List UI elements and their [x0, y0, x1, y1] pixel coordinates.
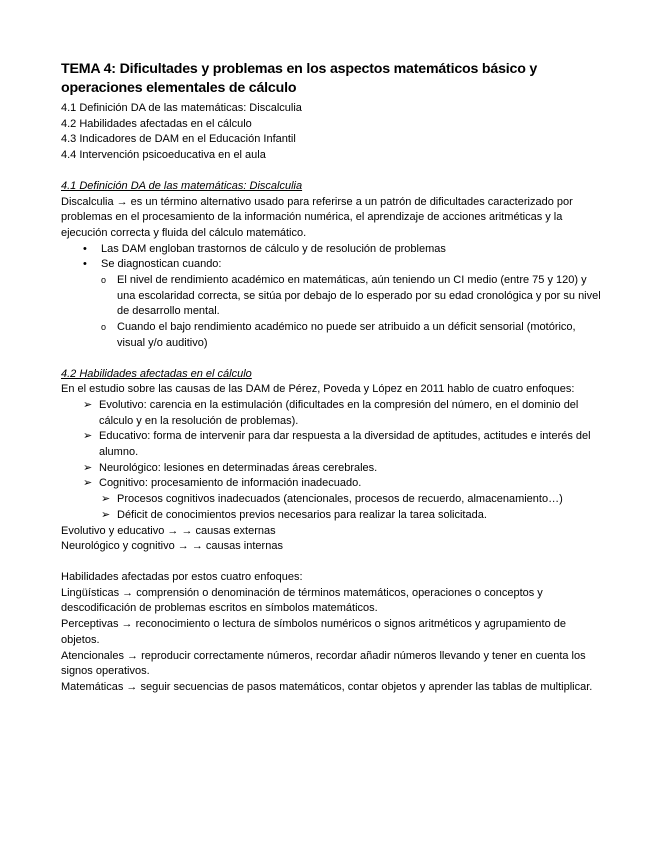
toc-item: 4.3 Indicadores de DAM en el Educación Infantil	[61, 133, 296, 146]
document-page	[61, 60, 601, 696]
section-heading-4-1: 4.1 Definición DA de las matemáticas: Discalculia	[61, 179, 303, 192]
list-item: ➢ Evolutivo: carencia en la estimulación (dificultades en la compresión del número, en el dominio del cálculo y en la resolución de problemas).	[83, 398, 579, 427]
arrow-bullet-icon: ➢	[83, 477, 93, 490]
list-item: ➢ Déficit de conocimientos previos necesarios para realizar la tarea solicitada.	[61, 508, 601, 524]
paragraph: Lingüísticas → comprensión o denominación de términos matemáticos, operaciones o conceptos y descodificación de problemas escritos en símbolos matemáticos.	[61, 586, 543, 615]
list-item: • Se diagnostican cuando:	[83, 258, 222, 271]
arrow-list	[61, 398, 601, 524]
paragraph: Matemáticas → seguir secuencias de pasos matemáticos, contar objetos y aprender las tablas de multiplicar.	[61, 680, 593, 693]
arrow-bullet-icon: ➢	[101, 508, 111, 521]
paragraph: Perceptivas → reconocimiento o lectura de símbolos numéricos o signos aritméticos y agrupamiento de objetos.	[61, 618, 567, 646]
paragraph: Atencionales → reproducir correctamente números, recordar añadir números llevando y tener en cuenta los signos operativos.	[61, 649, 586, 678]
list-item: o El nivel de rendimiento académico en matemáticas, aún teniendo un CI medio (entre 75 y 120) y una escolaridad correcta, se sitúa por debajo de lo esperado por su edad cronológica y por su nivel de desarrollo mental.	[101, 274, 601, 318]
paragraph: Evolutivo y educativo → → causas externas	[61, 524, 276, 537]
toc-item: 4.1 Definición DA de las matemáticas: Discalculia	[61, 102, 302, 114]
list-item: o Cuando el bajo rendimiento académico no puede ser atribuido a un déficit sensorial (motórico, visual y/o auditivo)	[101, 321, 576, 349]
list-item: • Las DAM engloban trastornos de cálculo y de resolución de problemas	[83, 242, 446, 255]
list-item: ➢ Cognitivo: procesamiento de información inadecuado.	[61, 476, 601, 492]
list-item: ➢ Neurológico: lesiones en determinadas áreas cerebrales.	[61, 461, 601, 477]
bullet-list	[61, 242, 601, 352]
arrow-bullet-icon: ➢	[83, 398, 93, 411]
list-item: ➢ Procesos cognitivos inadecuados (atencionales, procesos de recuerdo, almacenamiento…)	[61, 492, 601, 508]
toc-item: 4.4 Intervención psicoeducativa en el aula	[61, 149, 266, 162]
toc-item: 4.2 Habilidades afectadas en el cálculo	[61, 117, 252, 130]
paragraph: Discalculia → es un término alternativo usado para referirse a un patrón de dificultades caracterizado por problemas en el procesamiento de la información numérica, el aprendizaje de acciones aritméticas y la ejecución correcta y fluida del cálculo matemático.	[61, 195, 573, 239]
paragraph: Habilidades afectadas por estos cuatro enfoques:	[61, 570, 303, 583]
paragraph: En el estudio sobre las causas de las DAM de Pérez, Poveda y López en 2011 hablo de cuatro enfoques:	[61, 383, 575, 396]
arrow-bullet-icon: ➢	[101, 493, 111, 506]
section-heading-4-2: 4.2 Habilidades afectadas en el cálculo	[61, 367, 252, 380]
list-item: ➢ Educativo: forma de intervenir para dar respuesta a la diversidad de aptitudes, actitudes e interés del alumno.	[83, 430, 591, 459]
page-title: TEMA 4: Dificultades y problemas en los aspectos matemáticos básico y operaciones elementales de cálculo	[61, 61, 538, 96]
paragraph: Neurológico y cognitivo → → causas internas	[61, 540, 283, 553]
arrow-bullet-icon: ➢	[83, 461, 93, 474]
arrow-bullet-icon: ➢	[83, 430, 93, 443]
